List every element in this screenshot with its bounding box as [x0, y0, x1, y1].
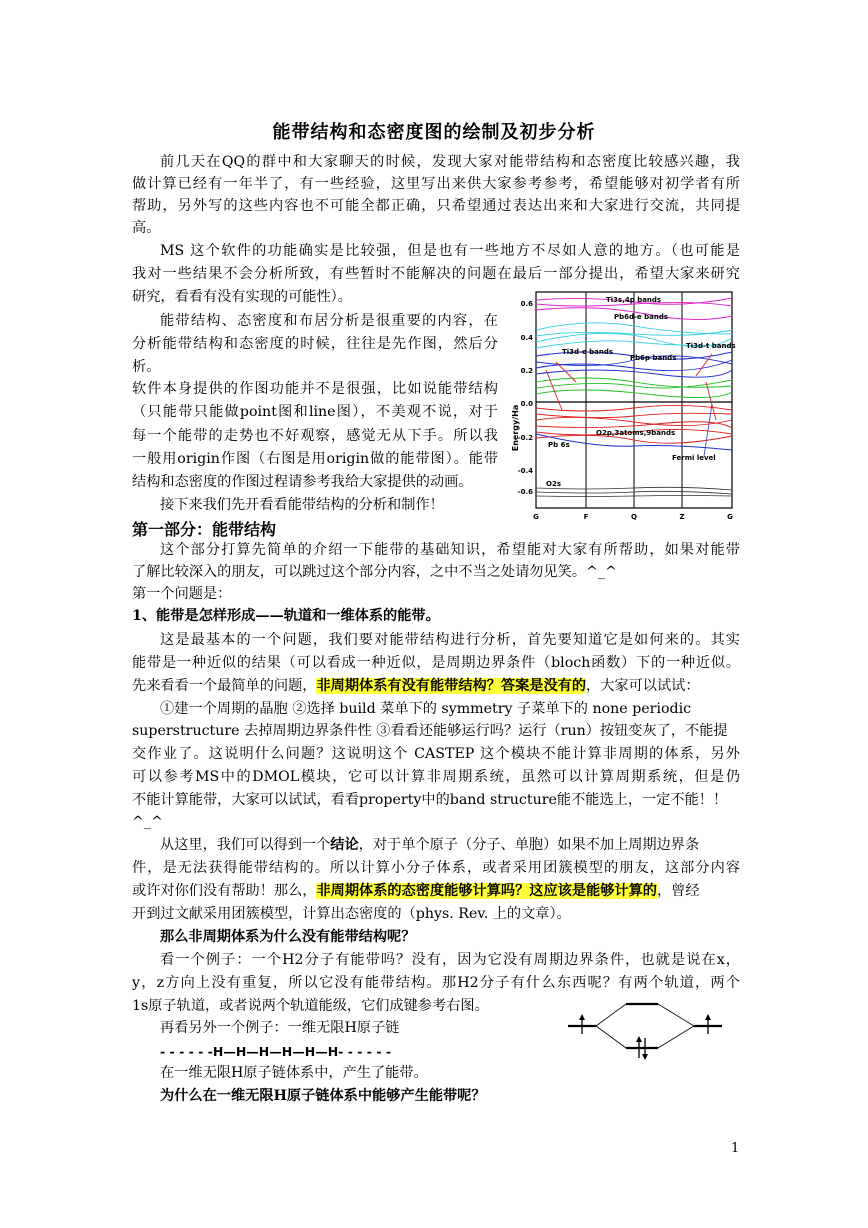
paragraph-line: 或许对你们没有帮助！那么，非周期体系的态密度能够计算吗？这应该是能够计算的，曾经	[132, 883, 700, 899]
paragraph-line: 第一个问题是：	[132, 586, 232, 602]
x-tick-label: G	[533, 513, 539, 521]
paragraph-line: 帮助，另外写的这些内容也不可能全都正确，只希望通过表达出来和大家进行交流，共同提	[132, 198, 740, 214]
paragraph-line: 高。	[132, 220, 161, 236]
subheading: 那么非周期体系为什么没有能带结构呢？	[160, 929, 416, 945]
y-tick-label: -0.4	[517, 467, 533, 475]
paragraph-line: ①建一个周期的晶胞 ②选择 build 菜单下的 symmetry 子菜单下的 none periodic	[160, 701, 692, 717]
x-tick-label: G	[727, 513, 733, 521]
paragraph-line: （只能带只能做point图和line图），不美观不说，对于	[132, 404, 498, 420]
x-tick-label: Z	[679, 513, 685, 521]
paragraph-line: 研究，看看有没有实现的可能性）。	[132, 289, 352, 305]
paragraph-line: ^_^	[132, 814, 163, 830]
paragraph-line: superstructure 去掉周期边界条件性 ③看看还能够运行吗？运行（run）按钮变灰了，不能提	[132, 723, 728, 739]
paragraph-line: 这是最基本的一个问题，我们要对能带结构进行分析，首先要知道它是如何来的。其实	[160, 632, 740, 648]
paragraph-line: 这个部分打算先简单的介绍一下能带的基础知识，希望能对大家有所帮助，如果对能带	[160, 542, 740, 558]
paragraph-line: y，z方向上没有重复，所以它没有能带结构。那H2分子有什么东西呢？有两个轨道，两个	[132, 975, 740, 991]
paragraph-line: 可以参考MS中的DMOL模块，它可以计算非周期系统，虽然可以计算周期系统，但是仍	[132, 769, 740, 785]
paragraph-line: 做计算已经有一年半了，有一些经验，这里写出来供大家参考参考，希望能够对初学者有所	[132, 176, 740, 192]
paragraph-line: 分析能带结构和态密度的时候，往往是先作图，然后分	[132, 336, 498, 352]
y-axis-label: Energy/Ha	[511, 404, 520, 452]
band-structure-figure	[506, 290, 744, 526]
band-annotation: Ti3d-e bands	[562, 348, 614, 356]
page-title: 能带结构和态密度图的绘制及初步分析	[272, 122, 596, 143]
paragraph-line: 结构和态密度的作图过程请参考我给大家提供的动画。	[132, 474, 473, 490]
y-tick-label: 0.2	[520, 367, 533, 375]
paragraph-line: 在一维无限H原子链体系中，产生了能带。	[160, 1065, 428, 1081]
band-annotation: O2s	[546, 480, 561, 488]
section-heading: 第一部分：能带结构	[132, 520, 277, 539]
paragraph-line: 能带结构、态密度和布居分析是很重要的内容，在	[160, 313, 498, 329]
y-tick-label: -0.2	[517, 434, 533, 442]
y-tick-label: -0.6	[517, 488, 533, 496]
paragraph-line: 能带是一种近似的结果（可以看成一种近似，是周期边界条件（bloch函数）下的一种近似。	[132, 655, 740, 671]
highlighted-text: 非周期体系有没有能带结构？答案是没有的	[316, 678, 587, 694]
paragraph-line: 前几天在QQ的群中和大家聊天的时候，发现大家对能带结构和态密度比较感兴趣，我	[160, 154, 740, 170]
paragraph-line: MS 这个软件的功能确实是比较强，但是也有一些地方不尽如人意的地方。（也可能是	[160, 243, 740, 259]
paragraph-line: 不能计算能带，大家可以试试，看看property中的band structure能不能选上，一定不能！！	[132, 792, 728, 808]
molecular-orbital-diagram	[560, 990, 730, 1070]
paragraph-line: 先来看看一个最简单的问题，非周期体系有没有能带结构？答案是没有的，大家可以试试：	[132, 678, 700, 694]
y-tick-label: 0.0	[520, 400, 533, 408]
band-annotation: Pb6p bands	[630, 354, 677, 362]
paragraph-line: 我对一些结果不会分析所致，有些暂时不能解决的问题在最后一部分提出，希望大家来研究	[132, 266, 740, 282]
paragraph-line: 一般用origin作图（右图是用origin做的能带图）。能带	[132, 451, 498, 467]
bold-text: 结论	[330, 837, 359, 853]
paragraph-line: 软件本身提供的作图功能并不是很强，比如说能带结构	[132, 381, 498, 397]
subheading: 1、能带是怎样形成——轨道和一维体系的能带。	[132, 608, 440, 624]
x-tick-label: Q	[631, 513, 637, 521]
paragraph-line: 从这里，我们可以得到一个结论，对于单个原子（分子、单胞）如果不加上周期边界条	[160, 837, 700, 853]
paragraph-line: 每一个能带的走势也不好观察，感觉无从下手。所以我	[132, 428, 498, 444]
paragraph-line: 件，是无法获得能带结构的。所以计算小分子体系，或者采用团簇模型的朋友，这部分内容	[132, 860, 740, 876]
band-annotation: Fermi level	[672, 454, 716, 462]
paragraph-line: 接下来我们先开看看能带结构的分析和制作！	[160, 497, 444, 513]
paragraph-line: 交作业了。这说明什么问题？这说明这个 CASTEP 这个模块不能计算非周期的体系，另外	[132, 746, 740, 762]
paragraph-line: 看一个例子：一个H2分子有能带吗？没有，因为它没有周期边界条件，也就是说在x，	[160, 952, 740, 968]
band-annotation: Pb 6s	[548, 441, 570, 449]
paragraph-line: 开到过文献采用团簇模型，计算出态密度的（phys. Rev. 上的文章）。	[132, 906, 571, 922]
band-annotation: Ti3s,4p bands	[606, 296, 662, 304]
paragraph-line: 了解比较深入的朋友，可以跳过这个部分内容，之中不当之处请勿见笑。^_^	[132, 564, 617, 580]
paragraph-line: 再看另外一个例子：一维无限H原子链	[160, 1020, 400, 1036]
y-tick-label: 0.4	[520, 334, 533, 342]
x-tick-label: F	[583, 513, 589, 521]
band-annotation: Pb6d-e bands	[614, 313, 669, 321]
paragraph-line: 析。	[132, 359, 161, 375]
subheading: 为什么在一维无限H原子链体系中能够产生能带呢？	[160, 1088, 486, 1104]
hydrogen-chain: - - - - - -H—H—H—H—H—H- - - - - -	[160, 1044, 392, 1059]
page-number: 1	[731, 1141, 740, 1156]
band-annotation: Ti3d-t bands	[686, 342, 736, 350]
band-annotation: O2p,3atoms,9bands	[596, 429, 676, 437]
highlighted-text: 非周期体系的态密度能够计算吗？这应该是能够计算的	[316, 883, 657, 899]
y-tick-label: 0.6	[520, 300, 533, 308]
paragraph-line: 1s原子轨道，或者说两个轨道能级，它们成键参考右图。	[132, 998, 489, 1014]
